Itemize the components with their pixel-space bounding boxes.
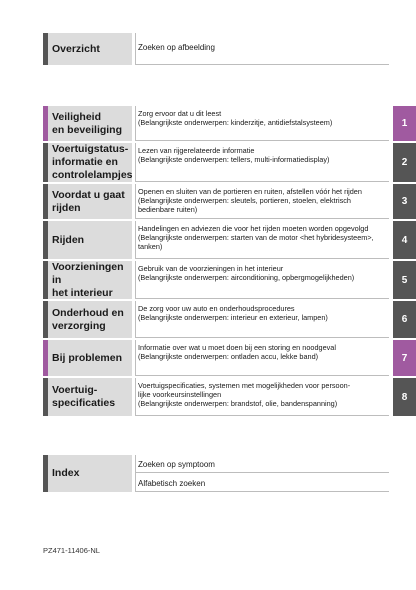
chapter-tab[interactable]: [43, 221, 132, 259]
overview-section: [43, 33, 389, 65]
chapter-number-tab[interactable]: 6: [393, 301, 416, 338]
search-by-image-link[interactable]: Zoeken op afbeelding: [135, 33, 389, 65]
chapter-number-tab[interactable]: 2: [393, 143, 416, 182]
chapter-description[interactable]: Informatie over wat u moet doen bij een storing en noodgeval (Belangrijkste onderwerpen: ontladen accu, lekke band): [135, 340, 389, 376]
chapter-tab-bar: [43, 340, 48, 376]
chapter-row: [43, 301, 389, 338]
index-tab-bar: [43, 455, 48, 492]
chapter-description[interactable]: Gebruik van de voorzieningen in het interieur (Belangrijkste onderwerpen: airconditioning, opbergmogelijkheden): [135, 261, 389, 299]
alphabetical-search-link[interactable]: Alfabetisch zoeken: [135, 474, 389, 492]
chapter-row: [43, 261, 389, 299]
chapter-description[interactable]: Lezen van rijgerelateerde informatie (Belangrijkste onderwerpen: tellers, multi-informatiedisplay): [135, 143, 389, 182]
chapter-number-tab[interactable]: 3: [393, 184, 416, 219]
chapter-title: Voordat u gaat rijden: [52, 188, 125, 214]
chapter-tab-bar: [43, 378, 48, 416]
chapter-row: [43, 143, 389, 182]
chapter-tab[interactable]: [43, 184, 132, 219]
chapter-tab[interactable]: [43, 261, 132, 299]
chapter-title: Voorzieningen in het interieur: [52, 260, 124, 299]
chapter-row: [43, 340, 389, 376]
chapter-description[interactable]: Voertuigspecificaties, systemen met mogelijkheden voor persoon- lijke voorkeursinstellingen (Belangrijkste onderwerpen: brandstof, olie, bandenspanning): [135, 378, 389, 416]
chapter-title: Veiligheid en beveiliging: [52, 110, 123, 136]
chapter-number-tab[interactable]: 5: [393, 261, 416, 299]
chapter-tab[interactable]: [43, 143, 132, 182]
document-code: PZ471-11406-NL: [43, 546, 100, 555]
chapter-description[interactable]: Handelingen en adviezen die voor het rijden moeten worden opgevolgd (Belangrijkste onderwerpen: starten van de motor <het hybridesysteem>, tanken): [135, 221, 389, 259]
chapter-title: Voertuigstatus- informatie en controlelampjes: [52, 143, 133, 181]
chapter-number-tab[interactable]: 1: [393, 106, 416, 141]
chapter-tab-bar: [43, 301, 48, 338]
chapter-row: [43, 378, 389, 416]
chapter-description[interactable]: Zorg ervoor dat u dit leest (Belangrijkste onderwerpen: kinderzitje, antidiefstalsysteem): [135, 106, 389, 141]
index-title: Index: [52, 467, 80, 479]
chapter-tab[interactable]: [43, 340, 132, 376]
chapter-row: [43, 106, 389, 141]
chapter-description[interactable]: De zorg voor uw auto en onderhoudsprocedures (Belangrijkste onderwerpen: interieur en exterieur, lampen): [135, 301, 389, 338]
chapter-title: Onderhoud en verzorging: [52, 306, 124, 332]
chapter-tab-bar: [43, 221, 48, 259]
chapter-tab-bar: [43, 106, 48, 141]
chapter-tab[interactable]: [43, 106, 132, 141]
chapter-title: Voertuig- specificaties: [52, 384, 116, 409]
chapter-number-tab[interactable]: 4: [393, 221, 416, 259]
chapter-number-tab[interactable]: 7: [393, 340, 416, 376]
chapter-tab[interactable]: [43, 301, 132, 338]
index-section: [43, 455, 389, 492]
index-tab[interactable]: [43, 455, 132, 492]
chapter-number-tab[interactable]: 8: [393, 378, 416, 416]
chapter-row: [43, 184, 389, 219]
search-by-symptom-link[interactable]: Zoeken op symptoom: [135, 455, 389, 473]
chapter-tab-bar: [43, 261, 48, 299]
chapter-tab-bar: [43, 184, 48, 219]
chapter-title: Bij problemen: [52, 351, 123, 364]
chapter-tab-bar: [43, 143, 48, 182]
overview-tab[interactable]: [43, 33, 132, 65]
overview-tab-bar: [43, 33, 48, 65]
chapter-description[interactable]: Openen en sluiten van de portieren en ruiten, afstellen vóór het rijden (Belangrijkste onderwerpen: sleutels, portieren, stoelen, elektrisch bedienbare ruiten): [135, 184, 389, 219]
overview-title: Overzicht: [52, 42, 100, 55]
chapter-title: Rijden: [52, 233, 85, 246]
chapter-row: [43, 221, 389, 259]
chapter-tab[interactable]: [43, 378, 132, 416]
